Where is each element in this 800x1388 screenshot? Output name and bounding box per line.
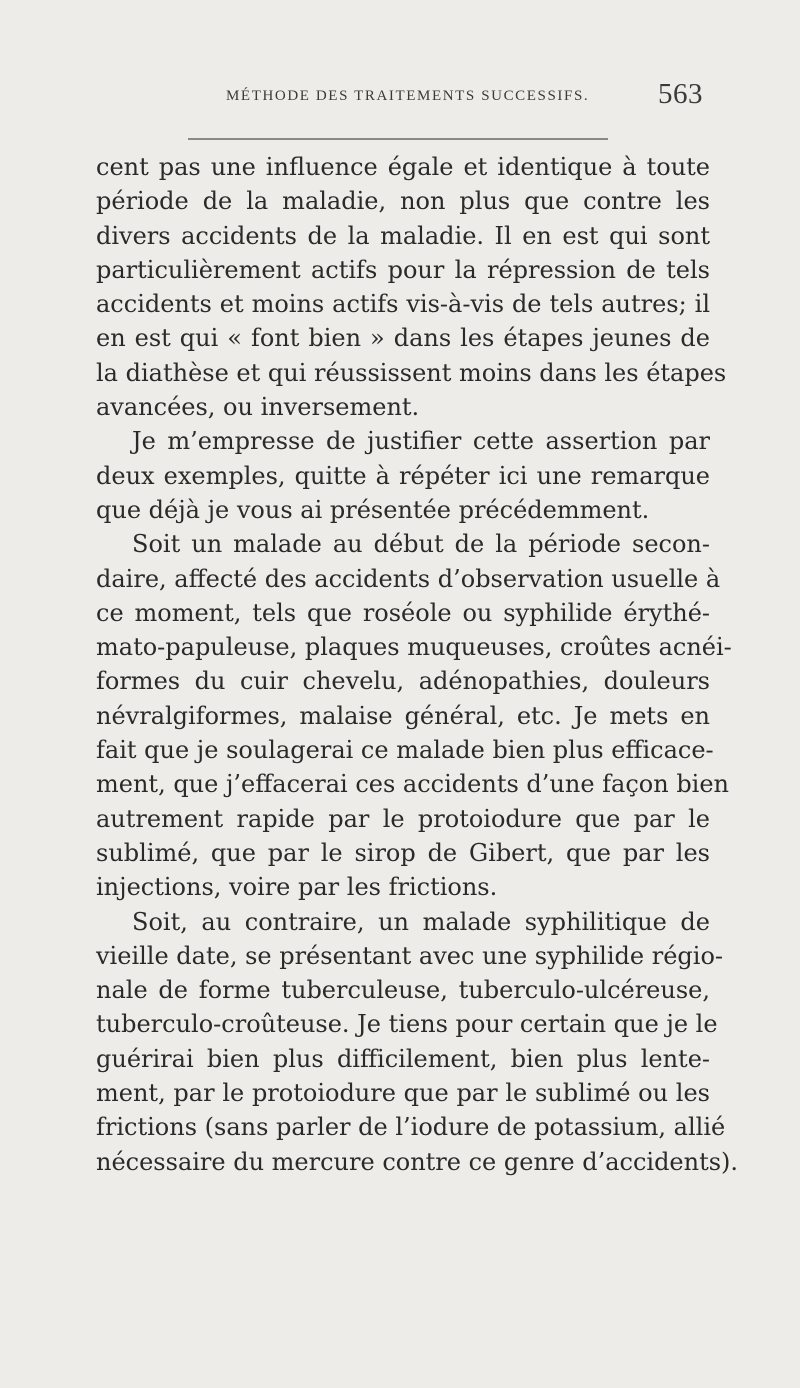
- text-line: ce moment, tels que roséole ou syphilide érythé-: [96, 598, 710, 627]
- text-line: nale de forme tuberculeuse, tuberculo-ulcéreuse,: [96, 976, 710, 1005]
- text-line: que déjà je vous ai présentée précédemment.: [96, 495, 650, 524]
- text-line: divers accidents de la maladie. Il en est qui sont: [96, 221, 710, 250]
- text-line: cent pas une influence égale et identique à toute: [96, 153, 710, 181]
- text-line: autrement rapide par le protoiodure que par le: [96, 804, 710, 833]
- text-line: nécessaire du mercure contre ce genre d’accidents).: [96, 1147, 739, 1176]
- text-line: ment, par le protoiodure que par le sublimé ou les: [96, 1079, 710, 1108]
- text-line: vieille date, se présentant avec une syphilide régio-: [96, 941, 723, 970]
- text-line: Soit, au contraire, un malade syphilitique de: [132, 907, 710, 936]
- text-line: névralgiformes, malaise général, etc. Je mets en: [96, 701, 710, 730]
- text-line: Je m’empresse de justifier cette assertion par: [132, 427, 710, 456]
- text-line: période de la maladie, non plus que contre les: [96, 187, 710, 216]
- body-text: [96, 150, 739, 1179]
- text-line: avancées, ou inversement.: [96, 393, 420, 422]
- text-line: accidents et moins actifs vis-à-vis de tels autres; il: [96, 290, 710, 319]
- text-line: la diathèse et qui réussissent moins dans les étapes: [96, 358, 727, 387]
- text-line: guérirai bien plus difficilement, bien plus lente-: [96, 1044, 710, 1073]
- text-line: en est qui « font bien » dans les étapes jeunes de: [96, 324, 710, 353]
- text-line: Soit un malade au début de la période secon-: [132, 530, 710, 559]
- text-line: particulièrement actifs pour la répression de tels: [96, 255, 710, 284]
- text-line: frictions (sans parler de l’iodure de potassium, allié: [96, 1113, 726, 1142]
- text-line: formes du cuir chevelu, adénopathies, douleurs: [96, 667, 710, 696]
- header-rule: [188, 138, 608, 140]
- text-line: sublimé, que par le sirop de Gibert, que par les: [96, 838, 710, 867]
- text-line: fait que je soulagerai ce malade bien plus efficace-: [96, 736, 714, 765]
- page-number: 563: [658, 78, 703, 110]
- text-line: tuberculo-croûteuse. Je tiens pour certain que je le: [96, 1010, 718, 1039]
- text-line: injections, voire par les frictions.: [96, 873, 498, 902]
- text-line: deux exemples, quitte à répéter ici une remarque: [96, 461, 710, 490]
- text-line: daire, affecté des accidents d’observation usuelle à: [96, 564, 721, 593]
- text-line: ment, que j’effacerai ces accidents d’une façon bien: [96, 770, 730, 799]
- text-line: mato-papuleuse, plaques muqueuses, croûtes acnéi-: [96, 633, 732, 662]
- running-title: MÉTHODE DES TRAITEMENTS SUCCESSIFS.: [226, 88, 590, 104]
